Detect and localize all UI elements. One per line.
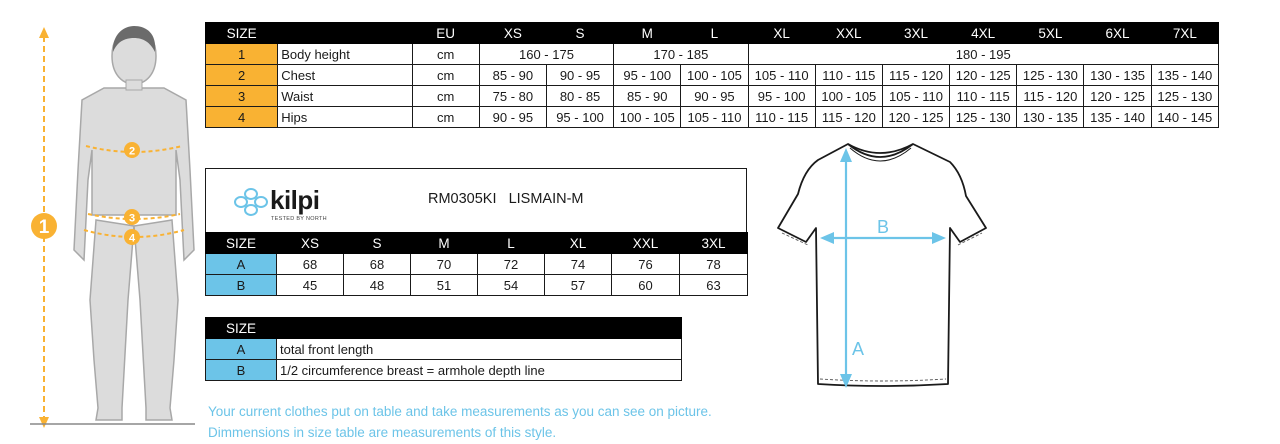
row-label: B — [206, 275, 277, 296]
table-row — [206, 86, 1219, 107]
style-code: RM0305KI LISMAIN-M — [428, 191, 584, 207]
table-row — [206, 275, 748, 296]
value-cell: 170 - 185 — [614, 44, 748, 65]
row-number: 1 — [206, 44, 278, 65]
table-row — [206, 44, 1219, 65]
value-cell: 85 - 90 — [479, 65, 546, 86]
header-cell: SIZE — [206, 23, 278, 44]
value-cell: 80 - 85 — [546, 86, 613, 107]
body-silhouette — [74, 88, 194, 420]
value-cell: 115 - 120 — [882, 65, 949, 86]
value-cell: 90 - 95 — [546, 65, 613, 86]
row-unit: cm — [412, 44, 479, 65]
value-cell: 90 - 95 — [681, 86, 748, 107]
value-cell: 135 - 140 — [1084, 107, 1151, 128]
row-label: B — [206, 360, 277, 381]
value-cell: 100 - 105 — [815, 86, 882, 107]
value-cell: 100 - 105 — [681, 65, 748, 86]
header-cell: XXL — [612, 233, 680, 254]
row-label: Body height — [278, 44, 412, 65]
marker-4-label: 4 — [128, 232, 136, 245]
value-cell: 95 - 100 — [614, 65, 681, 86]
measure-b-label: B — [877, 217, 890, 237]
value-cell: 45 — [277, 275, 344, 296]
value-cell: 68 — [277, 254, 344, 275]
value-cell: 140 - 145 — [1151, 107, 1218, 128]
size-table-header — [206, 23, 1219, 44]
value-cell: 57 — [545, 275, 612, 296]
header-cell: XL — [748, 23, 815, 44]
row-label: Chest — [278, 65, 412, 86]
header-cell: M — [411, 233, 478, 254]
garment-size-table — [205, 232, 748, 296]
header-cell: 6XL — [1084, 23, 1151, 44]
value-cell: 78 — [680, 254, 748, 275]
header-cell — [277, 318, 682, 339]
row-label: Waist — [278, 86, 412, 107]
height-marker — [31, 213, 57, 239]
value-cell: 105 - 110 — [681, 107, 748, 128]
row-label: A — [206, 254, 277, 275]
value-cell: 130 - 135 — [1084, 65, 1151, 86]
value-cell: 110 - 115 — [748, 107, 815, 128]
logo-text: kilpi — [270, 185, 320, 215]
value-cell: 85 - 90 — [614, 86, 681, 107]
value-cell: 95 - 100 — [546, 107, 613, 128]
body-measurement-figure — [0, 0, 205, 444]
value-cell: 60 — [612, 275, 680, 296]
value-cell: 180 - 195 — [748, 44, 1218, 65]
value-cell: 95 - 100 — [748, 86, 815, 107]
instruction-note: Your current clothes put on table and take measurements as you can see on picture. — [208, 404, 712, 419]
legend-description: total front length — [277, 339, 682, 360]
value-cell: 72 — [478, 254, 545, 275]
header-cell: 3XL — [882, 23, 949, 44]
header-cell: M — [614, 23, 681, 44]
value-cell: 115 - 120 — [815, 107, 882, 128]
table-row — [206, 254, 748, 275]
row-label: Hips — [278, 107, 412, 128]
row-number: 2 — [206, 65, 278, 86]
row-unit: cm — [412, 107, 479, 128]
tshirt-measurement-diagram — [770, 136, 1000, 394]
instruction-note: Dimmensions in size table are measurements of this style. — [208, 425, 557, 440]
header-cell: L — [681, 23, 748, 44]
row-unit: cm — [412, 65, 479, 86]
value-cell: 125 - 130 — [950, 107, 1017, 128]
header-cell: L — [478, 233, 545, 254]
measurement-legend-table — [205, 317, 682, 381]
value-cell: 160 - 175 — [479, 44, 613, 65]
header-cell: SIZE — [206, 318, 277, 339]
value-cell: 105 - 110 — [748, 65, 815, 86]
header-cell: S — [344, 233, 411, 254]
value-cell: 100 - 105 — [614, 107, 681, 128]
row-unit: cm — [412, 86, 479, 107]
value-cell: 51 — [411, 275, 478, 296]
value-cell: 120 - 125 — [882, 107, 949, 128]
value-cell: 125 - 130 — [1017, 65, 1084, 86]
body-head — [112, 26, 156, 90]
value-cell: 105 - 110 — [882, 86, 949, 107]
legend-header — [206, 318, 682, 339]
header-cell: XS — [479, 23, 546, 44]
marker-2-label: 2 — [128, 145, 136, 158]
value-cell: 120 - 125 — [950, 65, 1017, 86]
header-cell: 7XL — [1151, 23, 1218, 44]
table-row — [206, 107, 1219, 128]
header-cell: 5XL — [1017, 23, 1084, 44]
value-cell: 130 - 135 — [1017, 107, 1084, 128]
body-size-table — [205, 22, 1219, 128]
value-cell: 76 — [612, 254, 680, 275]
value-cell: 120 - 125 — [1084, 86, 1151, 107]
header-cell: EU — [412, 23, 479, 44]
tshirt-outline — [778, 144, 986, 386]
value-cell: 70 — [411, 254, 478, 275]
row-label: A — [206, 339, 277, 360]
marker-1-label: 1 — [38, 217, 50, 238]
header-cell: XXL — [815, 23, 882, 44]
legend-description: 1/2 circumference breast = armhole depth line — [277, 360, 682, 381]
header-cell: XS — [277, 233, 344, 254]
header-cell: 4XL — [950, 23, 1017, 44]
table-row — [206, 360, 682, 381]
table-row — [206, 65, 1219, 86]
value-cell: 48 — [344, 275, 411, 296]
value-cell: 110 - 115 — [815, 65, 882, 86]
logo-tagline: TESTED BY NORTH — [271, 216, 327, 222]
row-number: 3 — [206, 86, 278, 107]
header-cell: SIZE — [206, 233, 277, 254]
header-cell: S — [546, 23, 613, 44]
value-cell: 90 - 95 — [479, 107, 546, 128]
kilpi-logo — [232, 183, 342, 223]
garment-table-header — [206, 233, 748, 254]
header-cell: XL — [545, 233, 612, 254]
value-cell: 125 - 130 — [1151, 86, 1218, 107]
marker-3-label: 3 — [128, 212, 136, 225]
value-cell: 115 - 120 — [1017, 86, 1084, 107]
header-cell: 3XL — [680, 233, 748, 254]
brand-box — [205, 168, 747, 233]
row-number: 4 — [206, 107, 278, 128]
kilpi-knot-icon — [232, 185, 270, 219]
value-cell: 54 — [478, 275, 545, 296]
value-cell: 135 - 140 — [1151, 65, 1218, 86]
measure-a-label: A — [852, 339, 865, 359]
value-cell: 68 — [344, 254, 411, 275]
value-cell: 74 — [545, 254, 612, 275]
table-row — [206, 339, 682, 360]
value-cell: 110 - 115 — [950, 86, 1017, 107]
value-cell: 63 — [680, 275, 748, 296]
header-cell — [278, 23, 412, 44]
value-cell: 75 - 80 — [479, 86, 546, 107]
